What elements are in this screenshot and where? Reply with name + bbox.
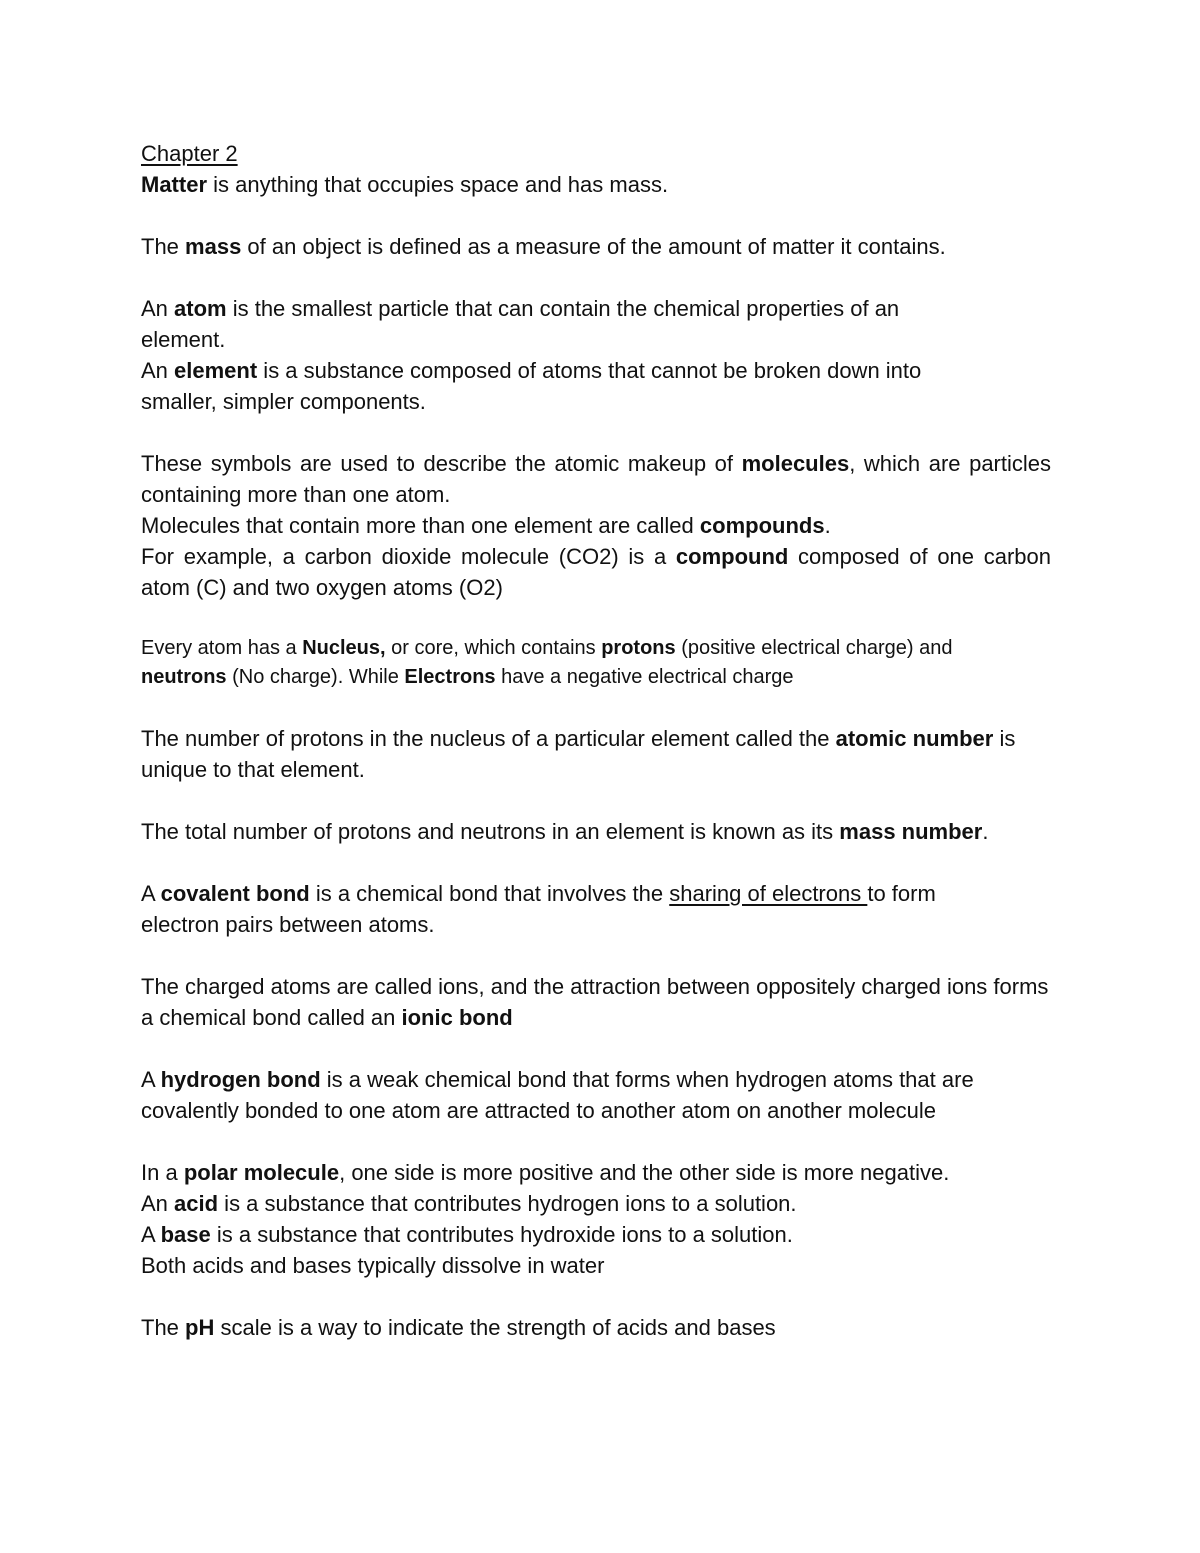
base-definition: A base is a substance that contributes hydroxide ions to a solution.	[141, 1222, 793, 1247]
term-covalent-bond: covalent bond	[160, 881, 310, 906]
underlined-sharing-of-electrons: sharing of electrons	[669, 881, 868, 906]
term-base: base	[160, 1222, 211, 1247]
element-definition: An element is a substance composed of atoms that cannot be broken down into smaller, simpler components.	[141, 358, 922, 414]
ionic-bond-definition: The charged atoms are called ions, and the attraction between oppositely charged ions forms a chemical bond called an ionic bond	[141, 974, 1049, 1030]
term-nucleus: Nucleus,	[302, 637, 386, 659]
acid-definition: An acid is a substance that contributes hydrogen ions to a solution.	[141, 1191, 797, 1216]
term-mass-number: mass number	[839, 819, 983, 844]
hydrogen-bond-definition: A hydrogen bond is a weak chemical bond that forms when hydrogen atoms that are covalently bonded to one atom are attracted to another atom on another molecule	[141, 1067, 974, 1123]
compounds-definition: Molecules that contain more than one element are called compounds.	[141, 513, 831, 538]
term-element: element	[174, 358, 258, 383]
molecules-definition: These symbols are used to describe the atomic makeup of molecules, which are particles containing more than one atom.	[141, 451, 1052, 507]
mass-definition: The mass of an object is defined as a measure of the amount of matter it contains.	[141, 234, 946, 259]
chapter-title: Chapter 2	[141, 141, 238, 166]
term-protons: protons	[601, 637, 676, 659]
term-acid: acid	[174, 1191, 219, 1216]
term-neutrons: neutrons	[141, 666, 227, 688]
term-compound: compound	[675, 544, 789, 569]
atom-definition: An atom is the smallest particle that can contain the chemical properties of an element.	[141, 296, 900, 352]
matter-definition: Matter is anything that occupies space and has mass.	[141, 172, 669, 197]
term-polar-molecule: polar molecule	[183, 1160, 340, 1185]
term-atom: atom	[174, 296, 227, 321]
ph-scale-definition: The pH scale is a way to indicate the strength of acids and bases	[141, 1315, 776, 1340]
term-electrons: Electrons	[404, 666, 496, 688]
term-mass: mass	[185, 234, 242, 259]
atomic-number-definition: The number of protons in the nucleus of a particular element called the atomic number is unique to that element.	[141, 726, 1016, 782]
nucleus-description: Every atom has a Nucleus, or core, which contains protons (positive electrical charge) and neutrons (No charge). While Electrons have a negative electrical charge	[141, 637, 953, 688]
document-body	[141, 138, 1051, 1343]
covalent-bond-definition: A covalent bond is a chemical bond that involves the sharing of electrons to form electron pairs between atoms.	[141, 881, 936, 937]
compound-example: For example, a carbon dioxide molecule (CO2) is a compound composed of one carbon atom (C) and two oxygen atoms (O2)	[141, 544, 1051, 600]
term-compounds: compounds	[699, 513, 825, 538]
mass-number-definition: The total number of protons and neutrons in an element is known as its mass number.	[141, 819, 989, 844]
polar-molecule-definition: In a polar molecule, one side is more positive and the other side is more negative.	[141, 1160, 950, 1185]
term-ionic-bond: ionic bond	[401, 1005, 513, 1030]
term-matter: Matter	[141, 172, 208, 197]
acids-bases-water: Both acids and bases typically dissolve in water	[141, 1253, 605, 1278]
term-molecules: molecules	[741, 451, 850, 476]
term-atomic-number: atomic number	[835, 726, 994, 751]
term-hydrogen-bond: hydrogen bond	[160, 1067, 321, 1092]
term-ph: pH	[185, 1315, 215, 1340]
